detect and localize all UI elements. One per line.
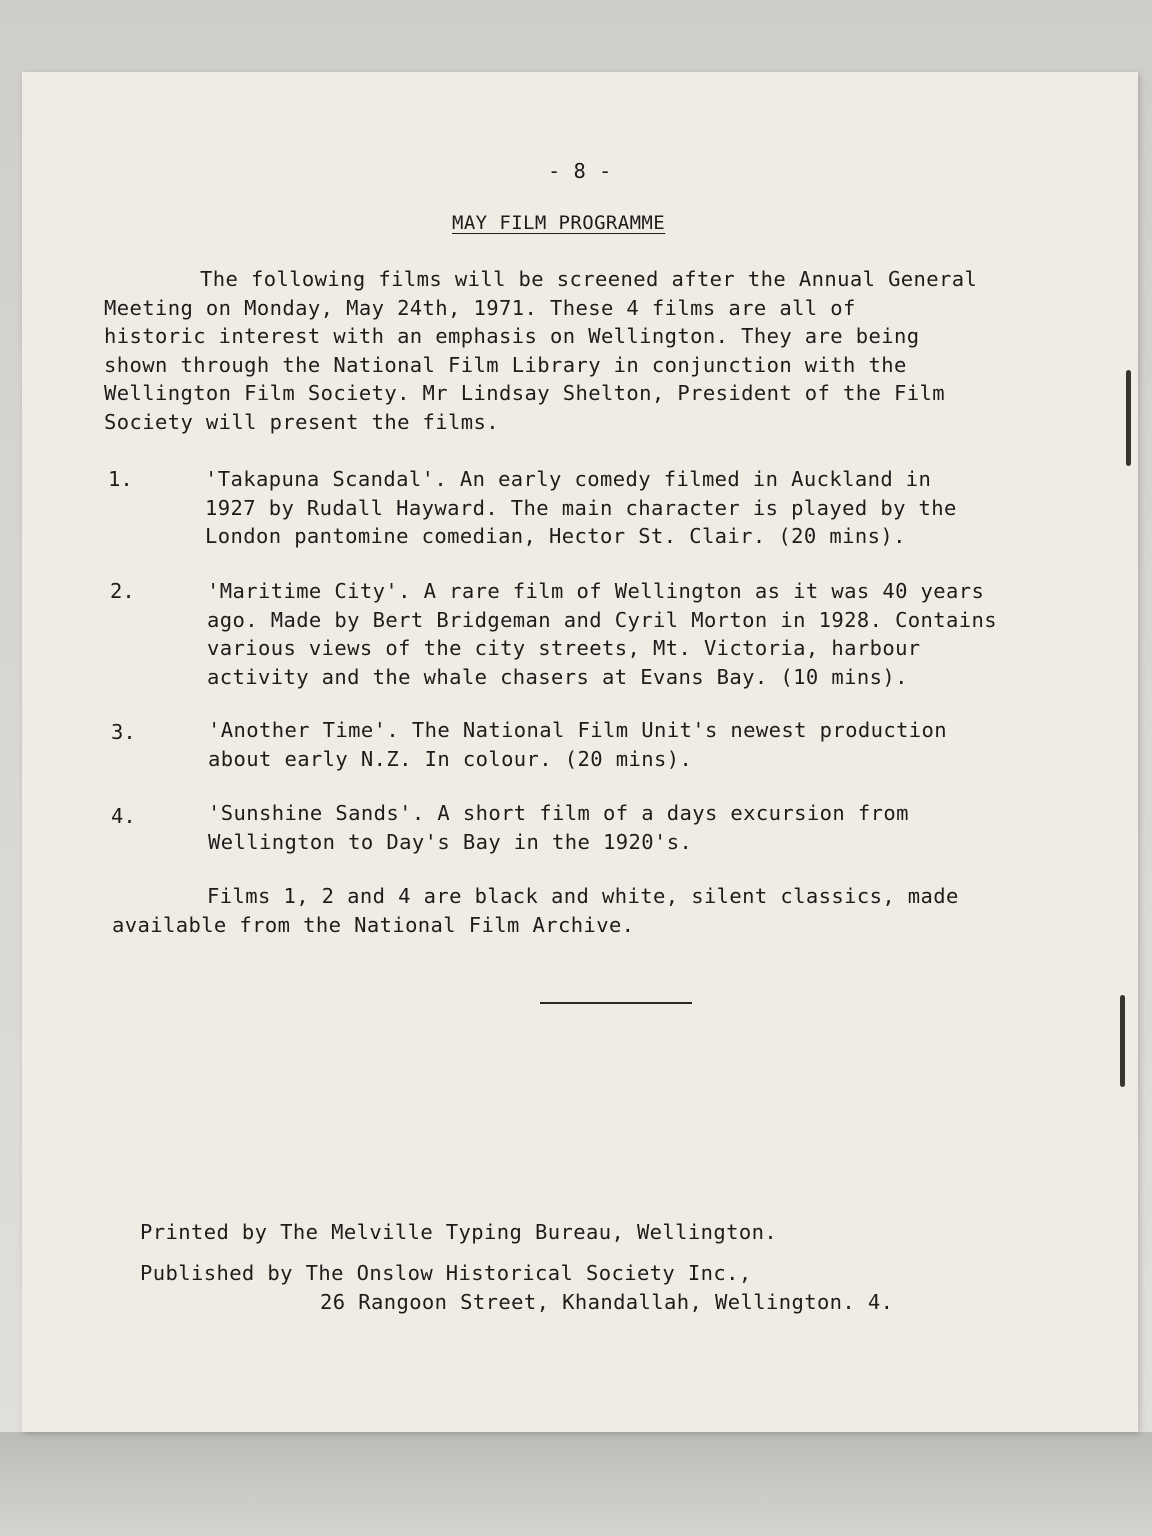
film-item-number: 1. [108, 467, 133, 491]
film-item-line: 'Sunshine Sands'. A short film of a days excursion from [208, 801, 909, 825]
film-item-description [208, 799, 909, 856]
intro-line: Wellington Film Society. Mr Lindsay Shelton, President of the Film [104, 381, 945, 405]
intro-line: Society will present the films. [104, 409, 500, 434]
film-item-line: 'Maritime City'. A rare film of Wellington as it was 40 years [207, 579, 985, 603]
publisher-name: Published by The Onslow Historical Society Inc., [140, 1261, 752, 1285]
film-item-description [205, 465, 957, 551]
printer-credit: Printed by The Melville Typing Bureau, Wellington. [140, 1220, 778, 1244]
film-item-line: Wellington to Day's Bay in the 1920's. [208, 829, 693, 854]
closing-paragraph [112, 882, 959, 939]
film-item-description [208, 716, 947, 773]
film-item-number: 4. [111, 804, 136, 828]
film-item-line: ago. Made by Bert Bridgeman and Cyril Morton in 1928. Contains [207, 607, 998, 632]
staple-bottom [1120, 995, 1125, 1087]
intro-paragraph [104, 265, 977, 436]
film-item-line: activity and the whale chasers at Evans Bay. (10 mins). [207, 664, 908, 689]
page-number: - 8 - [548, 159, 612, 183]
staple-top [1126, 370, 1131, 466]
film-item-line: 'Another Time'. The National Film Unit's newest production [208, 718, 948, 742]
film-item-line: 1927 by Rudall Hayward. The main character is played by the [205, 495, 957, 520]
section-divider [540, 1002, 692, 1004]
film-item-number: 2. [110, 579, 135, 603]
publisher-credit [140, 1259, 893, 1316]
intro-line: shown through the National Film Library in conjunction with the [104, 352, 907, 377]
publisher-address: 26 Rangoon Street, Khandallah, Wellington. 4. [320, 1289, 894, 1314]
closing-line: available from the National Film Archive. [112, 912, 635, 937]
intro-line: historic interest with an emphasis on Wellington. They are being [104, 324, 920, 348]
intro-line: Meeting on Monday, May 24th, 1971. These 4 films are all of [104, 295, 856, 320]
intro-line: The following films will be screened after the Annual General [200, 267, 978, 291]
film-item-description [207, 577, 997, 691]
film-item-line: London pantomine comedian, Hector St. Clair. (20 mins). [205, 524, 906, 548]
film-item-line: various views of the city streets, Mt. Victoria, harbour [207, 636, 921, 660]
film-item-number: 3. [111, 720, 136, 744]
closing-line: Films 1, 2 and 4 are black and white, silent classics, made [207, 884, 959, 908]
table-surface [0, 1432, 1152, 1536]
film-item-line: about early N.Z. In colour. (20 mins). [208, 746, 693, 771]
page-title: MAY FILM PROGRAMME [452, 212, 666, 234]
film-item-line: 'Takapuna Scandal'. An early comedy filmed in Auckland in [205, 467, 932, 491]
